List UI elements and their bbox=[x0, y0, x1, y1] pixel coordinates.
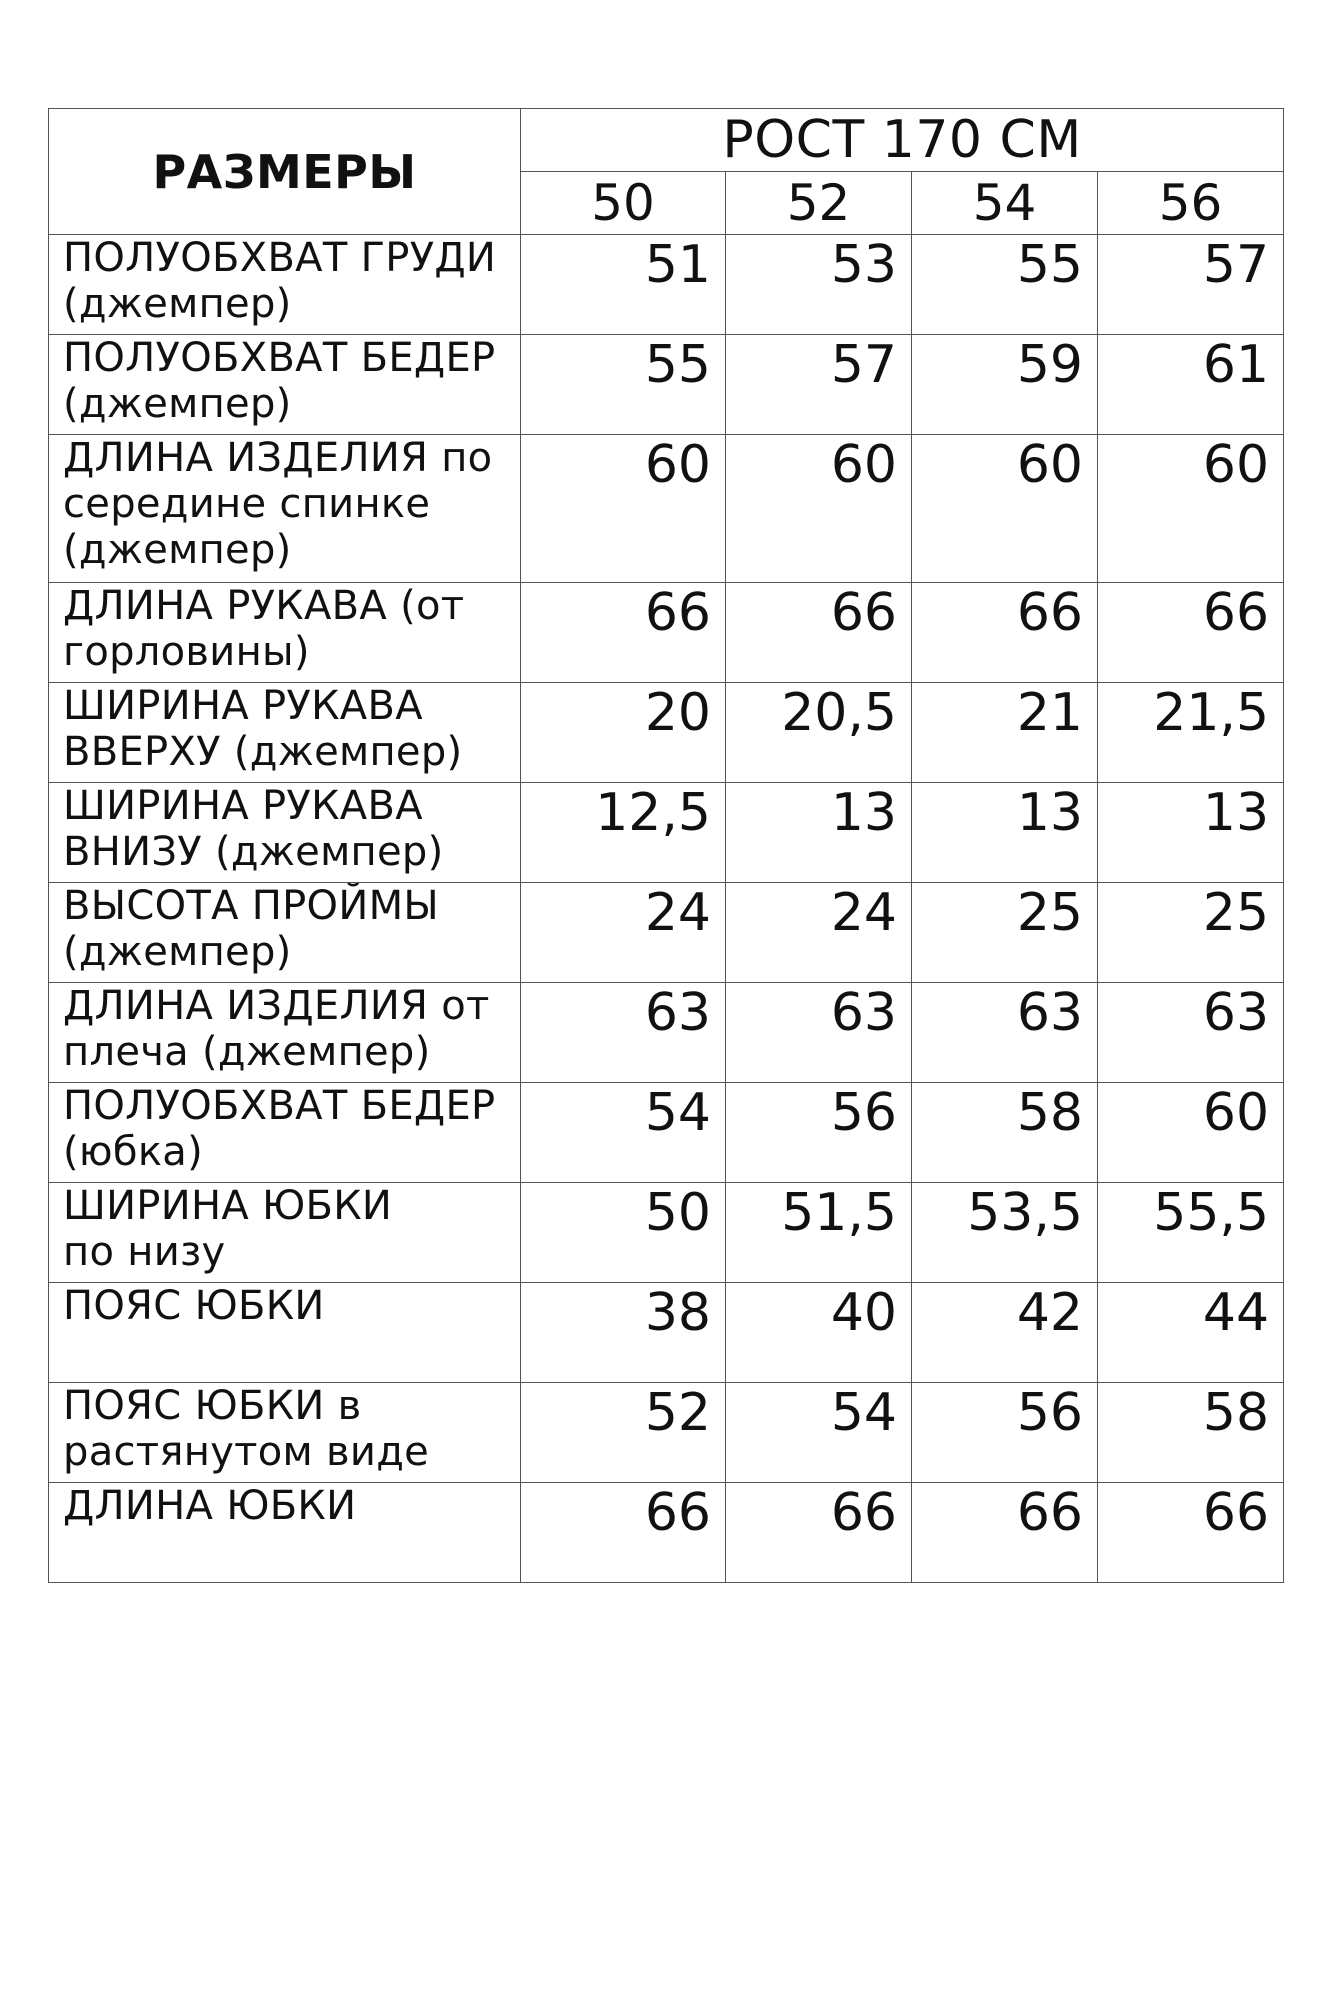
table-row bbox=[49, 1083, 1284, 1183]
parameter-label-line: ПОЯС ЮБКИ в bbox=[63, 1383, 362, 1429]
measurement-value-size-50: 20 bbox=[521, 683, 726, 783]
parameter-label-line: ШИРИНА РУКАВА bbox=[63, 783, 423, 829]
parameter-label-line: ДЛИНА ИЗДЕЛИЯ от bbox=[63, 983, 490, 1029]
parameter-label-line: ДЛИНА РУКАВА (от bbox=[63, 583, 465, 629]
parameter-label-line: (джемпер) bbox=[63, 281, 292, 327]
parameter-label bbox=[49, 1283, 521, 1383]
table-row bbox=[49, 983, 1284, 1083]
parameter-label-line: ДЛИНА ЮБКИ bbox=[63, 1483, 357, 1529]
measurement-value-size-52: 24 bbox=[726, 883, 912, 983]
table-row bbox=[49, 235, 1284, 335]
measurement-value-size-54: 58 bbox=[912, 1083, 1098, 1183]
measurement-value-size-50: 66 bbox=[521, 1483, 726, 1583]
size-header-52: 52 bbox=[726, 172, 912, 235]
measurement-value-size-54: 25 bbox=[912, 883, 1098, 983]
table-row bbox=[49, 1283, 1284, 1383]
measurement-value-size-56: 57 bbox=[1098, 235, 1284, 335]
measurement-value-size-54: 21 bbox=[912, 683, 1098, 783]
measurement-value-size-52: 40 bbox=[726, 1283, 912, 1383]
measurement-value-size-50: 38 bbox=[521, 1283, 726, 1383]
measurement-value-size-52: 51,5 bbox=[726, 1183, 912, 1283]
parameter-label bbox=[49, 1383, 521, 1483]
measurement-value-size-54: 55 bbox=[912, 235, 1098, 335]
measurement-value-size-56: 63 bbox=[1098, 983, 1284, 1083]
parameter-label bbox=[49, 583, 521, 683]
measurement-value-size-50: 24 bbox=[521, 883, 726, 983]
measurement-value-size-56: 25 bbox=[1098, 883, 1284, 983]
size-header-56: 56 bbox=[1098, 172, 1284, 235]
measurement-value-size-52: 20,5 bbox=[726, 683, 912, 783]
parameter-label-line: ПОЯС ЮБКИ bbox=[63, 1283, 325, 1329]
parameter-label-line: (джемпер) bbox=[63, 527, 292, 573]
size-chart-table bbox=[48, 108, 1284, 1583]
table-row bbox=[49, 1183, 1284, 1283]
parameter-label-line: (джемпер) bbox=[63, 929, 292, 975]
measurement-value-size-56: 58 bbox=[1098, 1383, 1284, 1483]
parameter-label-line: ВНИЗУ (джемпер) bbox=[63, 829, 444, 875]
table-row bbox=[49, 1483, 1284, 1583]
header-row-height bbox=[49, 109, 1284, 172]
parameter-label bbox=[49, 683, 521, 783]
measurement-value-size-56: 61 bbox=[1098, 335, 1284, 435]
parameter-label bbox=[49, 883, 521, 983]
measurement-value-size-52: 56 bbox=[726, 1083, 912, 1183]
measurement-value-size-52: 60 bbox=[726, 435, 912, 583]
measurement-value-size-54: 66 bbox=[912, 1483, 1098, 1583]
measurement-value-size-54: 56 bbox=[912, 1383, 1098, 1483]
measurement-value-size-50: 60 bbox=[521, 435, 726, 583]
table-row bbox=[49, 583, 1284, 683]
table-row bbox=[49, 883, 1284, 983]
table-row bbox=[49, 783, 1284, 883]
measurement-value-size-50: 50 bbox=[521, 1183, 726, 1283]
table-title: РАЗМЕРЫ bbox=[49, 109, 521, 235]
measurement-value-size-50: 52 bbox=[521, 1383, 726, 1483]
measurement-value-size-54: 59 bbox=[912, 335, 1098, 435]
parameter-label-line: (юбка) bbox=[63, 1129, 204, 1175]
parameter-label bbox=[49, 235, 521, 335]
parameter-label-line: середине спинке bbox=[63, 481, 431, 527]
parameter-label bbox=[49, 335, 521, 435]
parameter-label-line: ПОЛУОБХВАТ ГРУДИ bbox=[63, 235, 497, 281]
measurement-value-size-56: 44 bbox=[1098, 1283, 1284, 1383]
measurement-value-size-54: 42 bbox=[912, 1283, 1098, 1383]
measurement-value-size-50: 63 bbox=[521, 983, 726, 1083]
measurement-value-size-54: 13 bbox=[912, 783, 1098, 883]
height-label: РОСТ 170 СМ bbox=[521, 109, 1284, 172]
parameter-label bbox=[49, 435, 521, 583]
size-header-54: 54 bbox=[912, 172, 1098, 235]
size-header-50: 50 bbox=[521, 172, 726, 235]
table-row bbox=[49, 335, 1284, 435]
parameter-label-line: ВВЕРХУ (джемпер) bbox=[63, 729, 463, 775]
parameter-label-line: ПОЛУОБХВАТ БЕДЕР bbox=[63, 335, 496, 381]
measurement-value-size-50: 54 bbox=[521, 1083, 726, 1183]
measurement-value-size-52: 66 bbox=[726, 1483, 912, 1583]
measurement-value-size-56: 13 bbox=[1098, 783, 1284, 883]
parameter-label-line: ШИРИНА РУКАВА bbox=[63, 683, 423, 729]
measurement-value-size-56: 55,5 bbox=[1098, 1183, 1284, 1283]
parameter-label-line: плеча (джемпер) bbox=[63, 1029, 431, 1075]
parameter-label-line: ПОЛУОБХВАТ БЕДЕР bbox=[63, 1083, 496, 1129]
measurement-value-size-50: 66 bbox=[521, 583, 726, 683]
measurement-value-size-54: 66 bbox=[912, 583, 1098, 683]
measurement-value-size-52: 53 bbox=[726, 235, 912, 335]
parameter-label bbox=[49, 983, 521, 1083]
parameter-label bbox=[49, 1083, 521, 1183]
measurement-value-size-54: 63 bbox=[912, 983, 1098, 1083]
measurement-value-size-52: 57 bbox=[726, 335, 912, 435]
measurement-value-size-52: 13 bbox=[726, 783, 912, 883]
parameter-label-line: растянутом виде bbox=[63, 1429, 430, 1475]
table-row bbox=[49, 435, 1284, 583]
measurement-value-size-52: 63 bbox=[726, 983, 912, 1083]
measurement-value-size-52: 54 bbox=[726, 1383, 912, 1483]
measurement-value-size-56: 60 bbox=[1098, 435, 1284, 583]
measurement-value-size-56: 66 bbox=[1098, 583, 1284, 683]
measurement-value-size-54: 60 bbox=[912, 435, 1098, 583]
measurement-value-size-56: 21,5 bbox=[1098, 683, 1284, 783]
measurement-value-size-50: 12,5 bbox=[521, 783, 726, 883]
measurement-value-size-54: 53,5 bbox=[912, 1183, 1098, 1283]
parameter-label-line: (джемпер) bbox=[63, 381, 292, 427]
measurement-value-size-56: 60 bbox=[1098, 1083, 1284, 1183]
measurement-value-size-52: 66 bbox=[726, 583, 912, 683]
parameter-label-line: ШИРИНА ЮБКИ bbox=[63, 1183, 393, 1229]
parameter-label bbox=[49, 1483, 521, 1583]
parameter-label-line: ДЛИНА ИЗДЕЛИЯ по bbox=[63, 435, 493, 481]
parameter-label-line: ВЫСОТА ПРОЙМЫ bbox=[63, 883, 439, 929]
parameter-label-line: по низу bbox=[63, 1229, 226, 1275]
measurement-value-size-50: 55 bbox=[521, 335, 726, 435]
measurement-value-size-50: 51 bbox=[521, 235, 726, 335]
table-row bbox=[49, 683, 1284, 783]
table-row bbox=[49, 1383, 1284, 1483]
parameter-label-line: горловины) bbox=[63, 629, 310, 675]
parameter-label bbox=[49, 783, 521, 883]
parameter-label bbox=[49, 1183, 521, 1283]
measurement-value-size-56: 66 bbox=[1098, 1483, 1284, 1583]
